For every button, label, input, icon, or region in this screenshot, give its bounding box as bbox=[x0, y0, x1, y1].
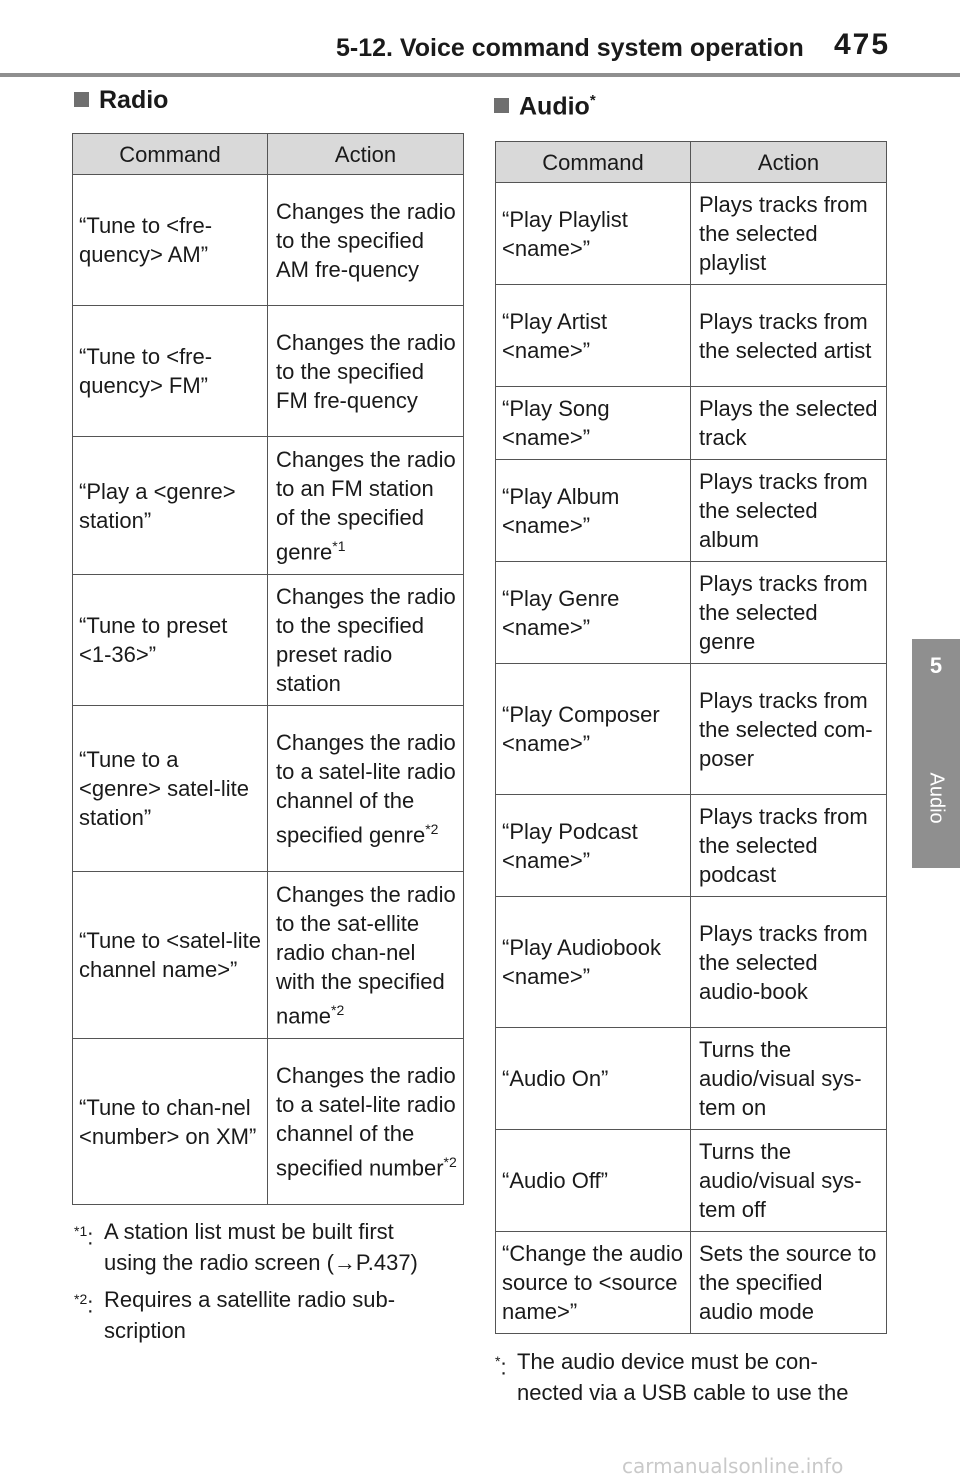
action-cell bbox=[691, 562, 887, 664]
action-text: Changes the radio to a satel-lite radio channel of the specified genre bbox=[276, 729, 456, 848]
column-header-action: Action bbox=[268, 134, 464, 175]
table-row bbox=[73, 175, 464, 306]
footnote-text-line: nected via a USB cable to use the bbox=[517, 1380, 849, 1405]
column-header-command: Command bbox=[496, 142, 691, 183]
table-row bbox=[496, 664, 887, 795]
command-text: “Audio Off” bbox=[502, 1168, 608, 1193]
command-cell bbox=[496, 285, 691, 387]
column-header-command: Command bbox=[73, 134, 268, 175]
audio-heading-text: Audio bbox=[519, 92, 590, 121]
command-text: “Tune to chan-nel <number> on XM” bbox=[79, 1094, 257, 1149]
action-cell bbox=[691, 183, 887, 285]
command-text: “Tune to <satel-lite channel name>” bbox=[79, 928, 261, 982]
table-row bbox=[73, 706, 464, 872]
footnote-text-line: Requires a satellite radio sub- bbox=[104, 1287, 396, 1312]
command-text: “Tune to preset <1-36>” bbox=[79, 613, 228, 667]
action-cell bbox=[691, 387, 887, 460]
command-text: “Play Audiobook <name>” bbox=[502, 935, 661, 989]
command-cell bbox=[73, 575, 268, 706]
action-cell bbox=[268, 437, 464, 575]
radio-heading-text: Radio bbox=[99, 86, 169, 114]
command-text: “Play Artist <name>” bbox=[502, 308, 608, 363]
command-text: “Play Song <name>” bbox=[502, 396, 610, 450]
action-text: Plays tracks from the selected genre bbox=[699, 571, 868, 654]
command-cell bbox=[73, 306, 268, 437]
radio-footnote-1: $^{*1}$: A station list must be built first using the radio screen (→P.437) bbox=[74, 1219, 418, 1275]
table-row bbox=[73, 306, 464, 437]
footnote-marker: * bbox=[495, 1353, 501, 1369]
chapter-title: 5-12. Voice command system operation bbox=[336, 34, 804, 62]
header-divider bbox=[0, 73, 960, 77]
radio-footnote-2: $^{*2}$: Requires a satellite radio sub- scription bbox=[74, 1287, 396, 1343]
table-row bbox=[496, 1130, 887, 1232]
chapter-label: Audio bbox=[925, 772, 948, 824]
action-cell bbox=[691, 1232, 887, 1334]
table-header-row bbox=[496, 142, 887, 183]
action-cell bbox=[691, 460, 887, 562]
audio-command-table bbox=[495, 141, 887, 1334]
table-row bbox=[496, 1232, 887, 1334]
command-text: “Tune to <fre-quency> AM” bbox=[79, 213, 213, 267]
command-cell bbox=[73, 872, 268, 1039]
action-text: Sets the source to the specified audio mode bbox=[699, 1241, 877, 1324]
action-cell bbox=[691, 897, 887, 1028]
action-text: Plays tracks from the selected artist bbox=[699, 308, 872, 363]
action-text: Plays tracks from the selected playlist bbox=[699, 192, 868, 275]
action-text: Changes the radio to a satel-lite radio channel of the specified number bbox=[276, 1062, 456, 1181]
action-cell bbox=[268, 872, 464, 1039]
page-number: 475 bbox=[834, 28, 891, 61]
action-text: Changes the radio to the specified AM fre-quency bbox=[276, 198, 456, 282]
action-text: Changes the radio to an FM station of the specified genre bbox=[276, 446, 456, 565]
table-header-row bbox=[73, 134, 464, 175]
command-text: “Play Podcast <name>” bbox=[502, 818, 638, 873]
footnote-text-line: scription bbox=[104, 1318, 186, 1343]
command-text: “Tune to <fre-quency> FM” bbox=[79, 344, 213, 398]
square-bullet-icon bbox=[494, 98, 509, 113]
action-cell bbox=[268, 706, 464, 872]
table-row bbox=[73, 1039, 464, 1205]
action-text: Turns the audio/visual sys-tem on bbox=[699, 1037, 862, 1120]
watermark-text: carmanualsonline.info bbox=[622, 1454, 844, 1478]
command-cell bbox=[496, 562, 691, 664]
command-cell bbox=[496, 1130, 691, 1232]
footnote-reference: *2 bbox=[443, 1153, 457, 1170]
action-cell bbox=[691, 285, 887, 387]
footnote-marker: *1 bbox=[74, 1223, 88, 1239]
table-row bbox=[73, 872, 464, 1039]
audio-footnote: *: The audio device must be con- nected via a USB cable to use the bbox=[495, 1349, 849, 1405]
action-cell bbox=[691, 795, 887, 897]
command-text: “Play a <genre> station” bbox=[79, 478, 236, 533]
footnote-text-line: A station list must be built first bbox=[104, 1219, 394, 1244]
command-text: “Audio On” bbox=[502, 1066, 609, 1091]
footnote-marker: *2 bbox=[74, 1291, 88, 1307]
action-cell bbox=[691, 664, 887, 795]
command-cell bbox=[496, 795, 691, 897]
footnote-text-line: The audio device must be con- bbox=[517, 1349, 818, 1374]
chapter-side-tab bbox=[912, 639, 960, 868]
footnote-reference: *1 bbox=[332, 537, 346, 554]
command-cell bbox=[496, 664, 691, 795]
command-text: “Tune to a <genre> satel-lite station” bbox=[79, 747, 249, 830]
table-row bbox=[73, 575, 464, 706]
action-cell bbox=[268, 575, 464, 706]
action-cell bbox=[691, 1028, 887, 1130]
audio-heading-footnote-mark: * bbox=[589, 92, 596, 109]
action-text: Plays tracks from the selected com-poser bbox=[699, 687, 873, 771]
column-header-action: Action bbox=[691, 142, 887, 183]
action-cell bbox=[268, 175, 464, 306]
action-cell bbox=[268, 1039, 464, 1205]
action-text: Changes the radio to the specified preset radio station bbox=[276, 584, 456, 696]
action-text: Plays tracks from the selected audio-book bbox=[699, 920, 868, 1004]
command-cell bbox=[496, 387, 691, 460]
action-text: Plays the selected track bbox=[699, 396, 878, 450]
table-row bbox=[496, 897, 887, 1028]
command-cell bbox=[496, 1232, 691, 1334]
command-cell bbox=[496, 460, 691, 562]
table-row bbox=[496, 183, 887, 285]
action-cell bbox=[691, 1130, 887, 1232]
footnote-reference: *2 bbox=[425, 820, 439, 837]
command-cell bbox=[496, 1028, 691, 1130]
table-row bbox=[73, 437, 464, 575]
command-text: “Play Genre <name>” bbox=[502, 585, 620, 640]
table-row bbox=[496, 460, 887, 562]
action-text: Changes the radio to the specified FM fre-quency bbox=[276, 329, 456, 413]
table-row bbox=[496, 285, 887, 387]
command-text: “Change the audio source to <source name>” bbox=[502, 1241, 684, 1324]
command-cell bbox=[73, 706, 268, 872]
action-text: Plays tracks from the selected album bbox=[699, 469, 868, 552]
table-row bbox=[496, 795, 887, 897]
command-cell bbox=[496, 183, 691, 285]
table-row bbox=[496, 1028, 887, 1130]
footnote-reference: *2 bbox=[331, 1001, 345, 1018]
action-text: Turns the audio/visual sys-tem off bbox=[699, 1139, 862, 1222]
command-cell bbox=[73, 1039, 268, 1205]
command-cell bbox=[73, 175, 268, 306]
footnote-text-line: using the radio screen (→P.437) bbox=[104, 1250, 418, 1275]
command-text: “Play Composer <name>” bbox=[502, 702, 660, 756]
action-text: Changes the radio to the sat-ellite radio chan-nel with the specified name bbox=[276, 881, 456, 1029]
command-cell bbox=[496, 897, 691, 1028]
chapter-number: 5 bbox=[929, 653, 943, 678]
square-bullet-icon bbox=[74, 92, 89, 107]
audio-heading bbox=[494, 92, 596, 121]
table-row bbox=[496, 387, 887, 460]
action-text: Plays tracks from the selected podcast bbox=[699, 804, 868, 887]
command-text: “Play Playlist <name>” bbox=[502, 206, 628, 261]
command-text: “Play Album <name>” bbox=[502, 483, 620, 538]
command-cell bbox=[73, 437, 268, 575]
radio-heading bbox=[74, 86, 168, 115]
action-cell bbox=[268, 306, 464, 437]
table-row bbox=[496, 562, 887, 664]
radio-command-table bbox=[72, 133, 464, 1205]
